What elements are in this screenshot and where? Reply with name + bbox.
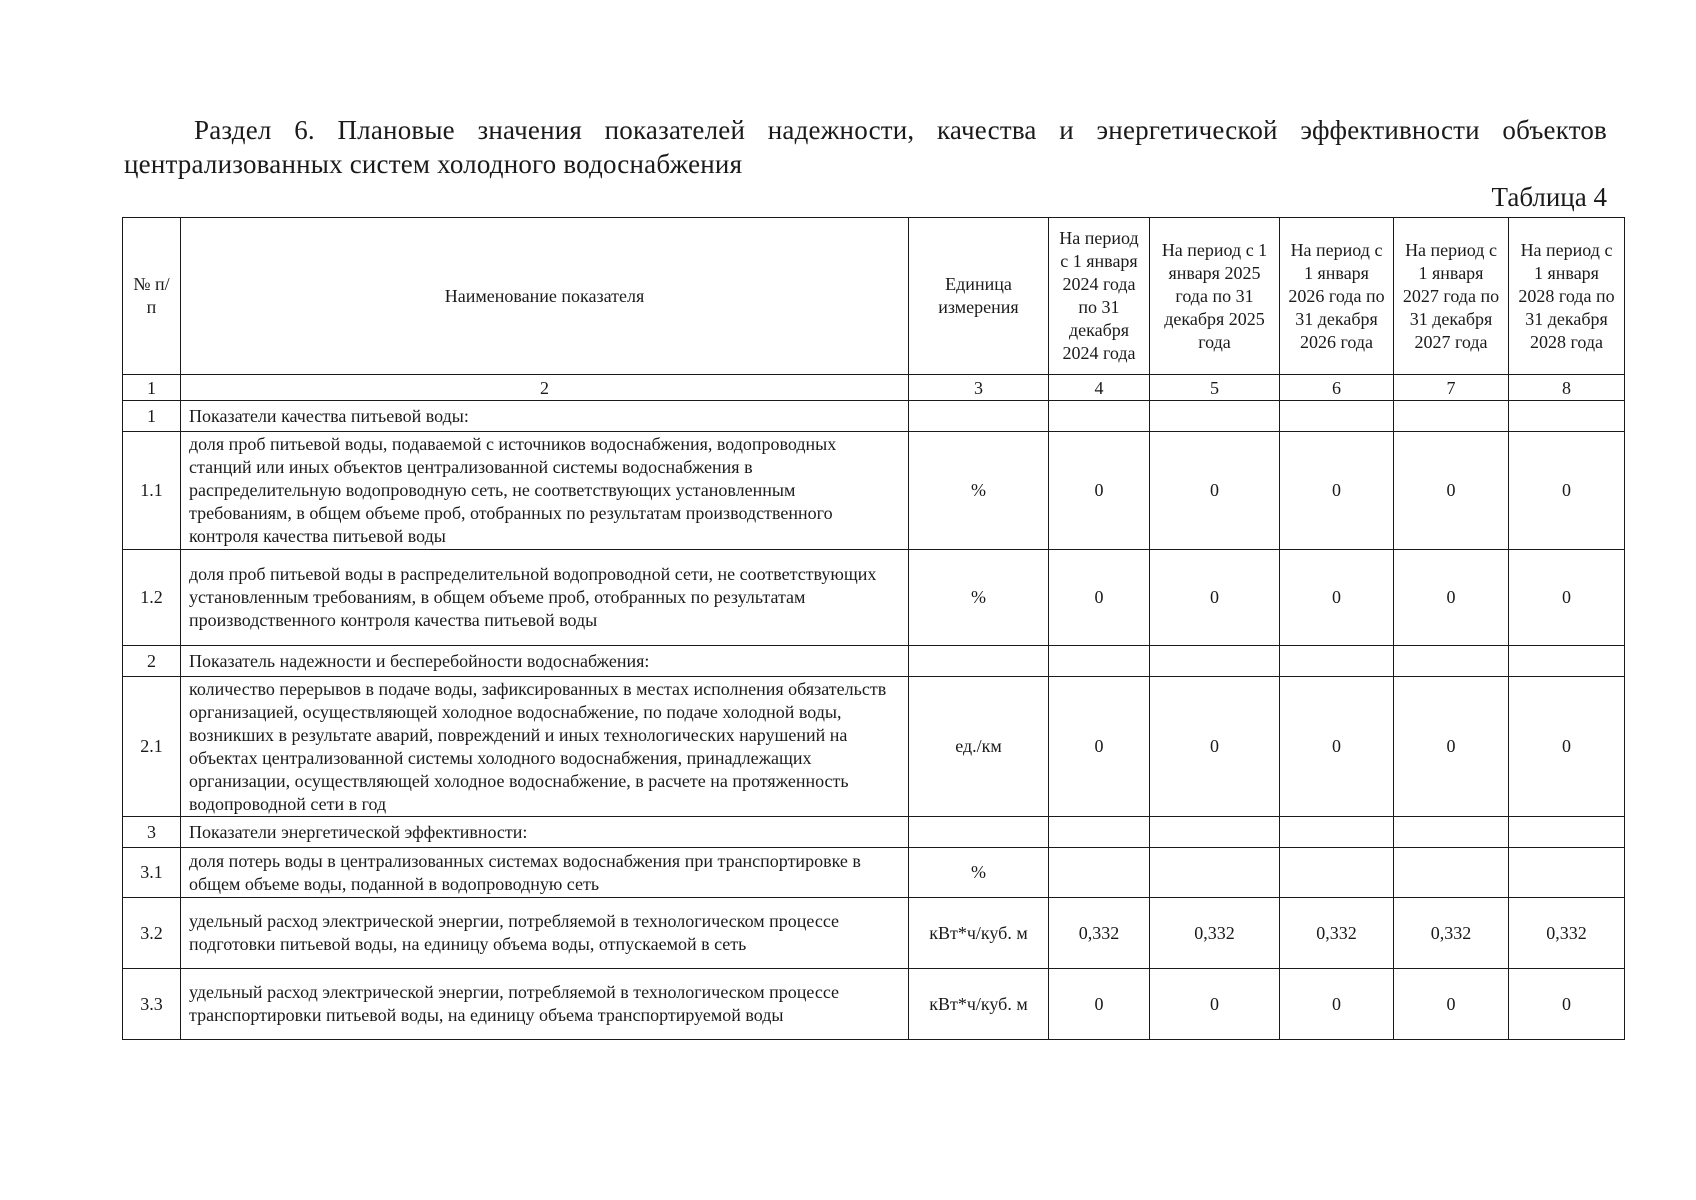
header-unit: Единица измерения — [909, 218, 1049, 375]
indicator-name: доля потерь воды в централизованных системах водоснабжения при транспортировке в общем объеме воды, поданной в водопроводную сеть — [181, 848, 909, 898]
row-number: 3.2 — [123, 898, 181, 969]
value-2025 — [1150, 401, 1280, 432]
header-num: № п/п — [123, 218, 181, 375]
unit-cell: % — [909, 848, 1049, 898]
value-2027 — [1394, 817, 1509, 848]
indicator-name: Показатели энергетической эффективности: — [181, 817, 909, 848]
row-number: 3.1 — [123, 848, 181, 898]
value-2026 — [1280, 401, 1394, 432]
value-2025: 0 — [1150, 969, 1280, 1040]
unit-cell: кВт*ч/куб. м — [909, 969, 1049, 1040]
column-number: 1 — [123, 375, 181, 401]
value-2025 — [1150, 848, 1280, 898]
indicator-name: удельный расход электрической энергии, потребляемой в технологическом процессе транспортировки питьевой воды, на единицу объема транспортируемой воды — [181, 969, 909, 1040]
row-number: 1.2 — [123, 550, 181, 646]
value-2026 — [1280, 646, 1394, 677]
value-2028: 0 — [1509, 432, 1625, 550]
unit-cell — [909, 401, 1049, 432]
value-2026: 0 — [1280, 550, 1394, 646]
value-2028: 0 — [1509, 969, 1625, 1040]
unit-cell — [909, 817, 1049, 848]
table-row — [123, 677, 1625, 817]
value-2025: 0,332 — [1150, 898, 1280, 969]
section-heading-line-1: Раздел 6. Плановые значения показателей надежности, качества и энергетической эффективности объектов — [194, 115, 1607, 145]
value-2028: 0 — [1509, 677, 1625, 817]
column-number: 3 — [909, 375, 1049, 401]
value-2024: 0 — [1049, 432, 1150, 550]
column-number: 5 — [1150, 375, 1280, 401]
header-period-2028: На период с 1 января 2028 года по 31 декабря 2028 года — [1509, 218, 1625, 375]
table-row-section — [123, 817, 1625, 848]
unit-cell: % — [909, 432, 1049, 550]
header-period-2026: На период с 1 января 2026 года по 31 декабря 2026 года — [1280, 218, 1394, 375]
value-2025 — [1150, 817, 1280, 848]
value-2028 — [1509, 646, 1625, 677]
indicators-table — [122, 217, 1625, 1040]
indicator-name: Показатели качества питьевой воды: — [181, 401, 909, 432]
value-2028 — [1509, 848, 1625, 898]
row-number: 3.3 — [123, 969, 181, 1040]
value-2025: 0 — [1150, 432, 1280, 550]
table-row-section — [123, 646, 1625, 677]
value-2025: 0 — [1150, 550, 1280, 646]
value-2026 — [1280, 848, 1394, 898]
unit-cell: кВт*ч/куб. м — [909, 898, 1049, 969]
value-2026 — [1280, 817, 1394, 848]
value-2027: 0 — [1394, 550, 1509, 646]
column-number-row — [123, 375, 1625, 401]
table-row — [123, 432, 1625, 550]
value-2024 — [1049, 848, 1150, 898]
header-period-2027: На период с 1 января 2027 года по 31 декабря 2027 года — [1394, 218, 1509, 375]
column-number: 2 — [181, 375, 909, 401]
row-number: 1.1 — [123, 432, 181, 550]
indicator-name: Показатель надежности и бесперебойности водоснабжения: — [181, 646, 909, 677]
table-row-section — [123, 401, 1625, 432]
unit-cell — [909, 646, 1049, 677]
value-2025: 0 — [1150, 677, 1280, 817]
indicator-name: количество перерывов в подаче воды, зафиксированных в местах исполнения обязательств организацией, осуществляющей холодное водоснабжение, по подаче холодной воды, возникших в результате аварий, повреждений и иных технологических нарушений на объектах централизованной системы холодного водоснабжения, принадлежащих организации, осуществляющей холодное водоснабжение, в расчете на протяженность водопроводной сети в год — [181, 677, 909, 817]
value-2028: 0 — [1509, 550, 1625, 646]
indicator-name: удельный расход электрической энергии, потребляемой в технологическом процессе подготовки питьевой воды, на единицу объема воды, отпускаемой в сеть — [181, 898, 909, 969]
row-number: 2 — [123, 646, 181, 677]
value-2027: 0,332 — [1394, 898, 1509, 969]
header-period-2025: На период с 1 января 2025 года по 31 декабря 2025 года — [1150, 218, 1280, 375]
column-number: 4 — [1049, 375, 1150, 401]
value-2024 — [1049, 817, 1150, 848]
row-number: 1 — [123, 401, 181, 432]
table-row — [123, 848, 1625, 898]
value-2027 — [1394, 848, 1509, 898]
value-2027: 0 — [1394, 677, 1509, 817]
column-number: 7 — [1394, 375, 1509, 401]
column-number: 8 — [1509, 375, 1625, 401]
table-label: Таблица 4 — [1491, 182, 1607, 212]
value-2027: 0 — [1394, 969, 1509, 1040]
value-2026: 0 — [1280, 969, 1394, 1040]
header-period-2024: На период с 1 января 2024 года по 31 декабря 2024 года — [1049, 218, 1150, 375]
value-2027: 0 — [1394, 432, 1509, 550]
value-2024: 0,332 — [1049, 898, 1150, 969]
value-2027 — [1394, 401, 1509, 432]
unit-cell: ед./км — [909, 677, 1049, 817]
column-number: 6 — [1280, 375, 1394, 401]
value-2024: 0 — [1049, 677, 1150, 817]
value-2028: 0,332 — [1509, 898, 1625, 969]
section-heading-line-2: централизованных систем холодного водоснабжения — [124, 149, 743, 179]
row-number: 2.1 — [123, 677, 181, 817]
row-number: 3 — [123, 817, 181, 848]
value-2025 — [1150, 646, 1280, 677]
value-2024 — [1049, 401, 1150, 432]
indicator-name: доля проб питьевой воды, подаваемой с источников водоснабжения, водопроводных станций или иных объектов централизованной системы водоснабжения в распределительную водопроводную сеть, не соответствующих установленным требованиям, в общем объеме проб, отобранных по результатам производственного контроля качества питьевой воды — [181, 432, 909, 550]
value-2026: 0 — [1280, 677, 1394, 817]
table-row — [123, 969, 1625, 1040]
value-2024 — [1049, 646, 1150, 677]
value-2028 — [1509, 817, 1625, 848]
table-row — [123, 898, 1625, 969]
value-2024: 0 — [1049, 550, 1150, 646]
table-header-row — [123, 218, 1625, 375]
value-2024: 0 — [1049, 969, 1150, 1040]
value-2026: 0 — [1280, 432, 1394, 550]
value-2027 — [1394, 646, 1509, 677]
indicator-name: доля проб питьевой воды в распределительной водопроводной сети, не соответствующих установленным требованиям, в общем объеме проб, отобранных по результатам производственного контроля качества питьевой воды — [181, 550, 909, 646]
unit-cell: % — [909, 550, 1049, 646]
value-2028 — [1509, 401, 1625, 432]
header-name: Наименование показателя — [181, 218, 909, 375]
value-2026: 0,332 — [1280, 898, 1394, 969]
section-heading — [124, 113, 1607, 181]
table-row — [123, 550, 1625, 646]
